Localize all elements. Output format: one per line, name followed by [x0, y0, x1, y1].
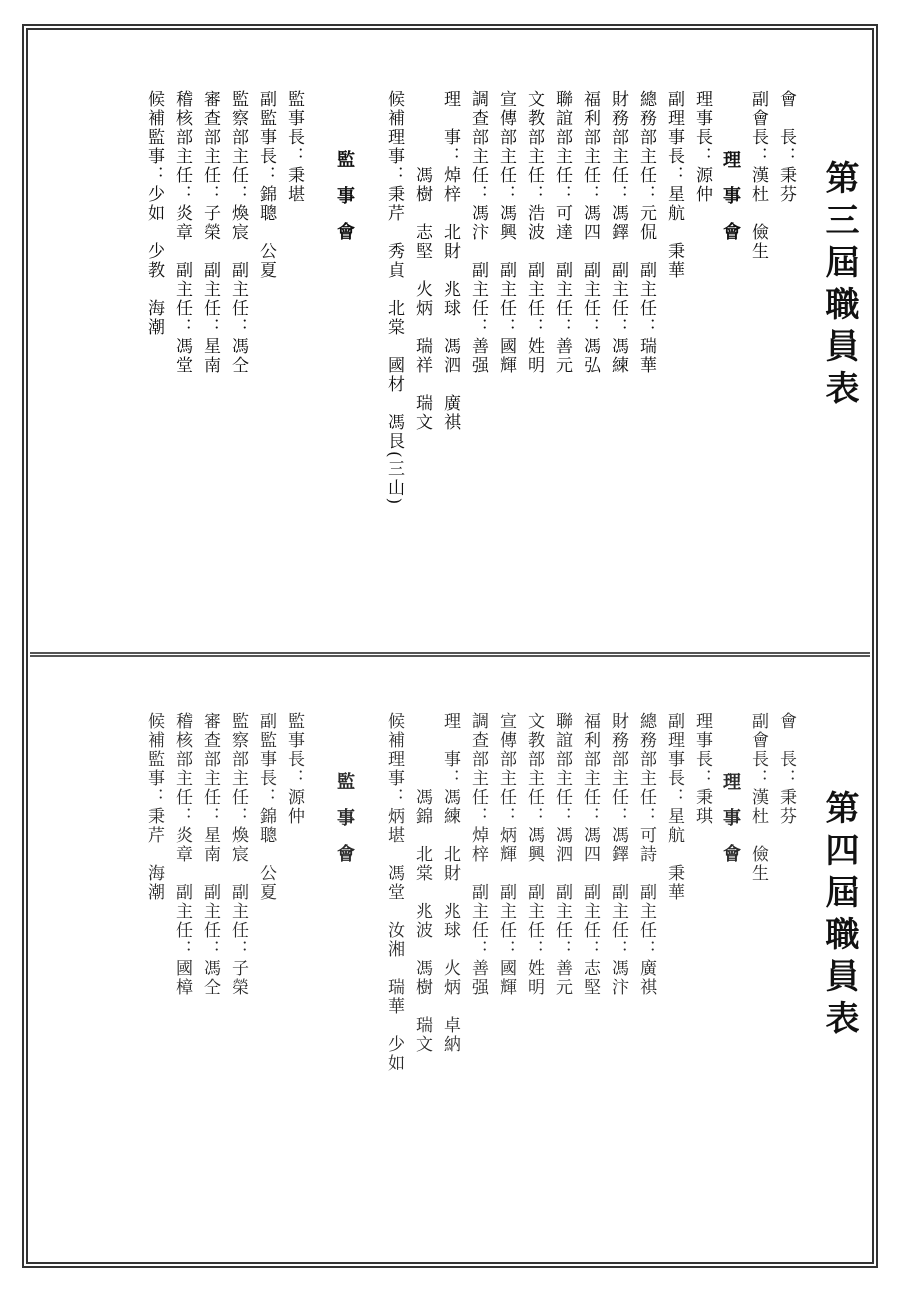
fourth-term-panel	[40, 712, 860, 1252]
staff-line: 調查部主任：焯梓 副主任：善强	[468, 712, 488, 997]
staff-line: 候補理事：炳堪 馮堂 汝湘 瑞華 少如	[384, 712, 404, 1073]
fourth-term-columns	[140, 712, 800, 1252]
third-term-columns	[140, 90, 800, 650]
staff-line: 聯誼部主任：馮泗 副主任：善元	[552, 712, 572, 997]
staff-line: 宣傳部主任：炳輝 副主任：國輝	[496, 712, 516, 997]
staff-line: 福利部主任：馮四 副主任：志堅	[580, 712, 600, 997]
staff-line: 監事長：秉堪	[284, 90, 304, 204]
fourth-term-title: 第四屆職員表	[819, 790, 859, 1042]
staff-line: 會 長：秉芬	[776, 90, 796, 204]
section-heading: 監事會	[334, 150, 355, 258]
staff-line: 理事長：源仲	[692, 90, 712, 204]
staff-line: 調查部主任：馮汴 副主任：善强	[468, 90, 488, 375]
staff-line: 理 事：焯梓 北財 兆球 馮泗 廣祺	[440, 90, 460, 432]
staff-line: 副會長：漢杜 儉生	[748, 90, 768, 261]
section-heading: 理事會	[720, 772, 741, 880]
staff-line: 副理事長：星航 秉華	[664, 90, 684, 280]
staff-line: 總務部主任：元侃 副主任：瑞華	[636, 90, 656, 375]
staff-line: 福利部主任：馮四 副主任：馮弘	[580, 90, 600, 375]
staff-line: 副監事長：錦聰 公夏	[256, 712, 276, 902]
staff-line: 副理事長：星航 秉華	[664, 712, 684, 902]
staff-line: 馮錦 北棠 兆波 馮樹 瑞文	[412, 712, 432, 1054]
section-heading: 理事會	[720, 150, 741, 258]
staff-line: 馮樹 志堅 火炳 瑞祥 瑞文	[412, 90, 432, 432]
staff-line: 稽核部主任：炎章 副主任：國樟	[172, 712, 192, 997]
third-term-title: 第三屆職員表	[819, 160, 859, 412]
staff-line: 聯誼部主任：可達 副主任：善元	[552, 90, 572, 375]
staff-line: 候補理事：秉芹 秀貞 北棠 國材 馮艮(三山)	[384, 90, 404, 507]
staff-line: 監察部主任：煥宸 副主任：子榮	[228, 712, 248, 997]
staff-line: 審查部主任：子榮 副主任：星南	[200, 90, 220, 375]
staff-line: 會 長：秉芬	[776, 712, 796, 826]
staff-line: 候補監事：少如 少教 海潮	[144, 90, 164, 337]
staff-line: 監事長：源仲	[284, 712, 304, 826]
staff-line: 副會長：漢杜 儉生	[748, 712, 768, 883]
staff-line: 稽核部主任：炎章 副主任：馮堂	[172, 90, 192, 375]
section-divider	[30, 652, 870, 657]
staff-line: 財務部主任：馮鐸 副主任：馮練	[608, 90, 628, 375]
staff-line: 候補監事：秉芹 海潮	[144, 712, 164, 902]
staff-line: 理 事：馮練 北財 兆球 火炳 卓納	[440, 712, 460, 1054]
staff-line: 總務部主任：可詩 副主任：廣祺	[636, 712, 656, 997]
staff-line: 宣傳部主任：馮興 副主任：國輝	[496, 90, 516, 375]
staff-line: 財務部主任：馮鐸 副主任：馮汴	[608, 712, 628, 997]
staff-line: 監察部主任：煥宸 副主任：馮仝	[228, 90, 248, 375]
staff-line: 副監事長：錦聰 公夏	[256, 90, 276, 280]
staff-line: 理事長：秉琪	[692, 712, 712, 826]
section-heading: 監事會	[334, 772, 355, 880]
staff-line: 文教部主任：浩波 副主任：姓明	[524, 90, 544, 375]
staff-line: 文教部主任：馮興 副主任：姓明	[524, 712, 544, 997]
third-term-panel	[40, 90, 860, 650]
staff-line: 審查部主任：星南 副主任：馮仝	[200, 712, 220, 997]
